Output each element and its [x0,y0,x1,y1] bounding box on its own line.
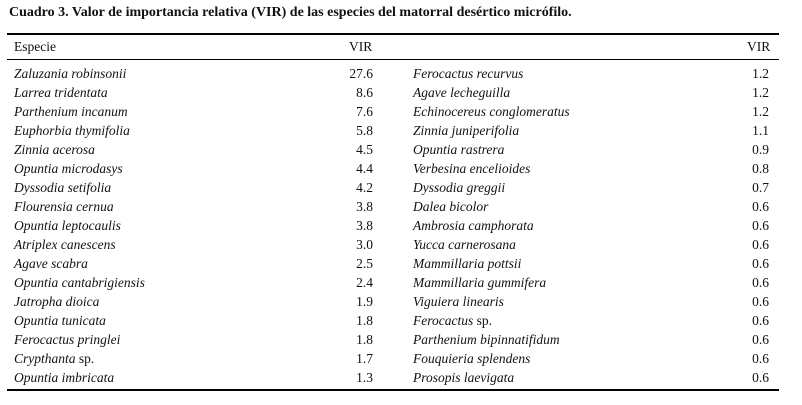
species-left [14,313,106,329]
table-row [0,121,802,140]
species-name: Verbesina encelioides [413,161,531,176]
vir-value-left: 1.7 [356,351,373,366]
species-right [413,199,488,215]
vir-value-right: 0.8 [752,161,769,176]
vir-value-left: 4.2 [356,180,373,195]
vir-value-right: 0.6 [752,237,769,252]
table-row [0,292,802,311]
vir-value-right: 0.6 [752,332,769,347]
species-name: Euphorbia thymifolia [14,123,130,138]
table-row [0,159,802,178]
species-name: Opuntia cantabrigiensis [14,275,145,290]
species-name: Ferocactus recurvus [413,66,524,81]
species-right [413,85,510,101]
species-name: Echinocereus conglomeratus [413,104,570,119]
species-right [413,104,570,120]
bottom-rule [7,389,779,391]
table-row [0,178,802,197]
species-name: Parthenium bipinnatifidum [413,332,560,347]
species-left [14,256,88,272]
species-abbrev: sp. [75,351,95,366]
vir-value-right: 0.6 [752,351,769,366]
species-name: Viguiera linearis [413,294,504,309]
species-left [14,351,94,367]
species-name: Zinnia acerosa [14,142,95,157]
species-name: Mammillaria pottsii [413,256,522,271]
vir-value-right: 0.6 [752,199,769,214]
species-name: Mammillaria gummifera [413,275,547,290]
table-row [0,64,802,83]
species-name: Fouquieria splendens [413,351,531,366]
table-row [0,254,802,273]
species-left [14,370,114,386]
species-right [413,332,560,348]
species-name: Larrea tridentata [14,85,108,100]
species-name: Dalea bicolor [413,199,489,214]
table-body [0,64,802,387]
table-caption: Cuadro 3. Valor de importancia relativa (VIR) de las especies del matorral desértico micrófilo. [9,5,572,20]
vir-value-left: 2.4 [356,275,373,290]
vir-value-right: 0.6 [752,275,769,290]
species-name: Zaluzania robinsonii [14,66,127,81]
species-right [413,123,519,139]
species-right [413,66,523,82]
vir-value-left: 1.9 [356,294,373,309]
species-name: Agave scabra [14,256,88,271]
species-right [413,313,492,329]
species-right [413,351,530,367]
vir-value-right: 0.6 [752,256,769,271]
species-right [413,275,546,291]
species-name: Opuntia tunicata [14,313,106,328]
table-row [0,102,802,121]
species-left [14,123,130,139]
vir-value-right: 0.6 [752,294,769,309]
vir-value-right: 1.1 [752,123,769,138]
species-name: Opuntia microdasys [14,161,123,176]
table-row [0,216,802,235]
header-rule [7,59,779,60]
vir-value-left: 3.8 [356,218,373,233]
species-name: Crypthanta [14,351,76,366]
vir-value-left: 1.3 [356,370,373,385]
vir-value-left: 7.6 [356,104,373,119]
species-right [413,142,504,158]
vir-value-left: 4.4 [356,161,373,176]
vir-value-right: 0.6 [752,370,769,385]
vir-value-left: 2.5 [356,256,373,271]
species-left [14,294,99,310]
species-left [14,199,114,215]
vir-value-right: 0.6 [752,218,769,233]
vir-value-right: 1.2 [752,66,769,81]
species-name: Agave lecheguilla [413,85,511,100]
species-left [14,218,121,234]
species-left [14,85,108,101]
table-row [0,83,802,102]
species-left [14,66,126,82]
vir-value-left: 3.0 [356,237,373,252]
top-rule [7,33,779,35]
species-name: Opuntia rastrera [413,142,505,157]
species-name: Prosopis laevigata [413,370,515,385]
vir-value-left: 27.6 [349,66,373,81]
vir-value-right: 1.2 [752,85,769,100]
species-name: Ambrosia camphorata [413,218,534,233]
species-right [413,256,521,272]
species-name: Atriplex canescens [14,237,116,252]
table-row [0,235,802,254]
species-right [413,180,505,196]
table-row [0,368,802,387]
species-right [413,161,530,177]
species-right [413,237,516,253]
table-row [0,197,802,216]
species-right [413,370,514,386]
species-name: Opuntia leptocaulis [14,218,121,233]
species-name: Flourensia cernua [14,199,114,214]
table-row [0,330,802,349]
table-row [0,140,802,159]
vir-value-right: 0.9 [752,142,769,157]
header-vir-left: VIR [349,39,373,54]
species-name: Parthenium incanum [14,104,128,119]
table-row [0,273,802,292]
vir-value-left: 8.6 [356,85,373,100]
species-left [14,332,120,348]
species-left [14,180,111,196]
species-right [413,218,534,234]
species-name: Dyssodia setifolia [14,180,112,195]
species-name: Dyssodia greggii [413,180,506,195]
table-row [0,349,802,368]
vir-value-right: 0.6 [752,313,769,328]
vir-value-left: 4.5 [356,142,373,157]
species-left [14,104,128,120]
species-abbrev: sp. [473,313,492,328]
species-right [413,294,504,310]
header-species: Especie [14,39,56,54]
species-name: Opuntia imbricata [14,370,115,385]
species-name: Ferocactus [413,313,474,328]
vir-value-left: 1.8 [356,313,373,328]
species-name: Yucca carnerosana [413,237,516,252]
header-vir-right: VIR [747,39,771,54]
species-left [14,142,95,158]
species-name: Jatropha dioica [14,294,100,309]
vir-value-left: 5.8 [356,123,373,138]
species-name: Ferocactus pringlei [14,332,121,347]
species-left [14,161,123,177]
vir-value-right: 0.7 [752,180,769,195]
species-left [14,275,145,291]
species-name: Zinnia juniperifolia [413,123,520,138]
vir-value-left: 1.8 [356,332,373,347]
species-left [14,237,116,253]
vir-value-left: 3.8 [356,199,373,214]
table-row [0,311,802,330]
vir-value-right: 1.2 [752,104,769,119]
